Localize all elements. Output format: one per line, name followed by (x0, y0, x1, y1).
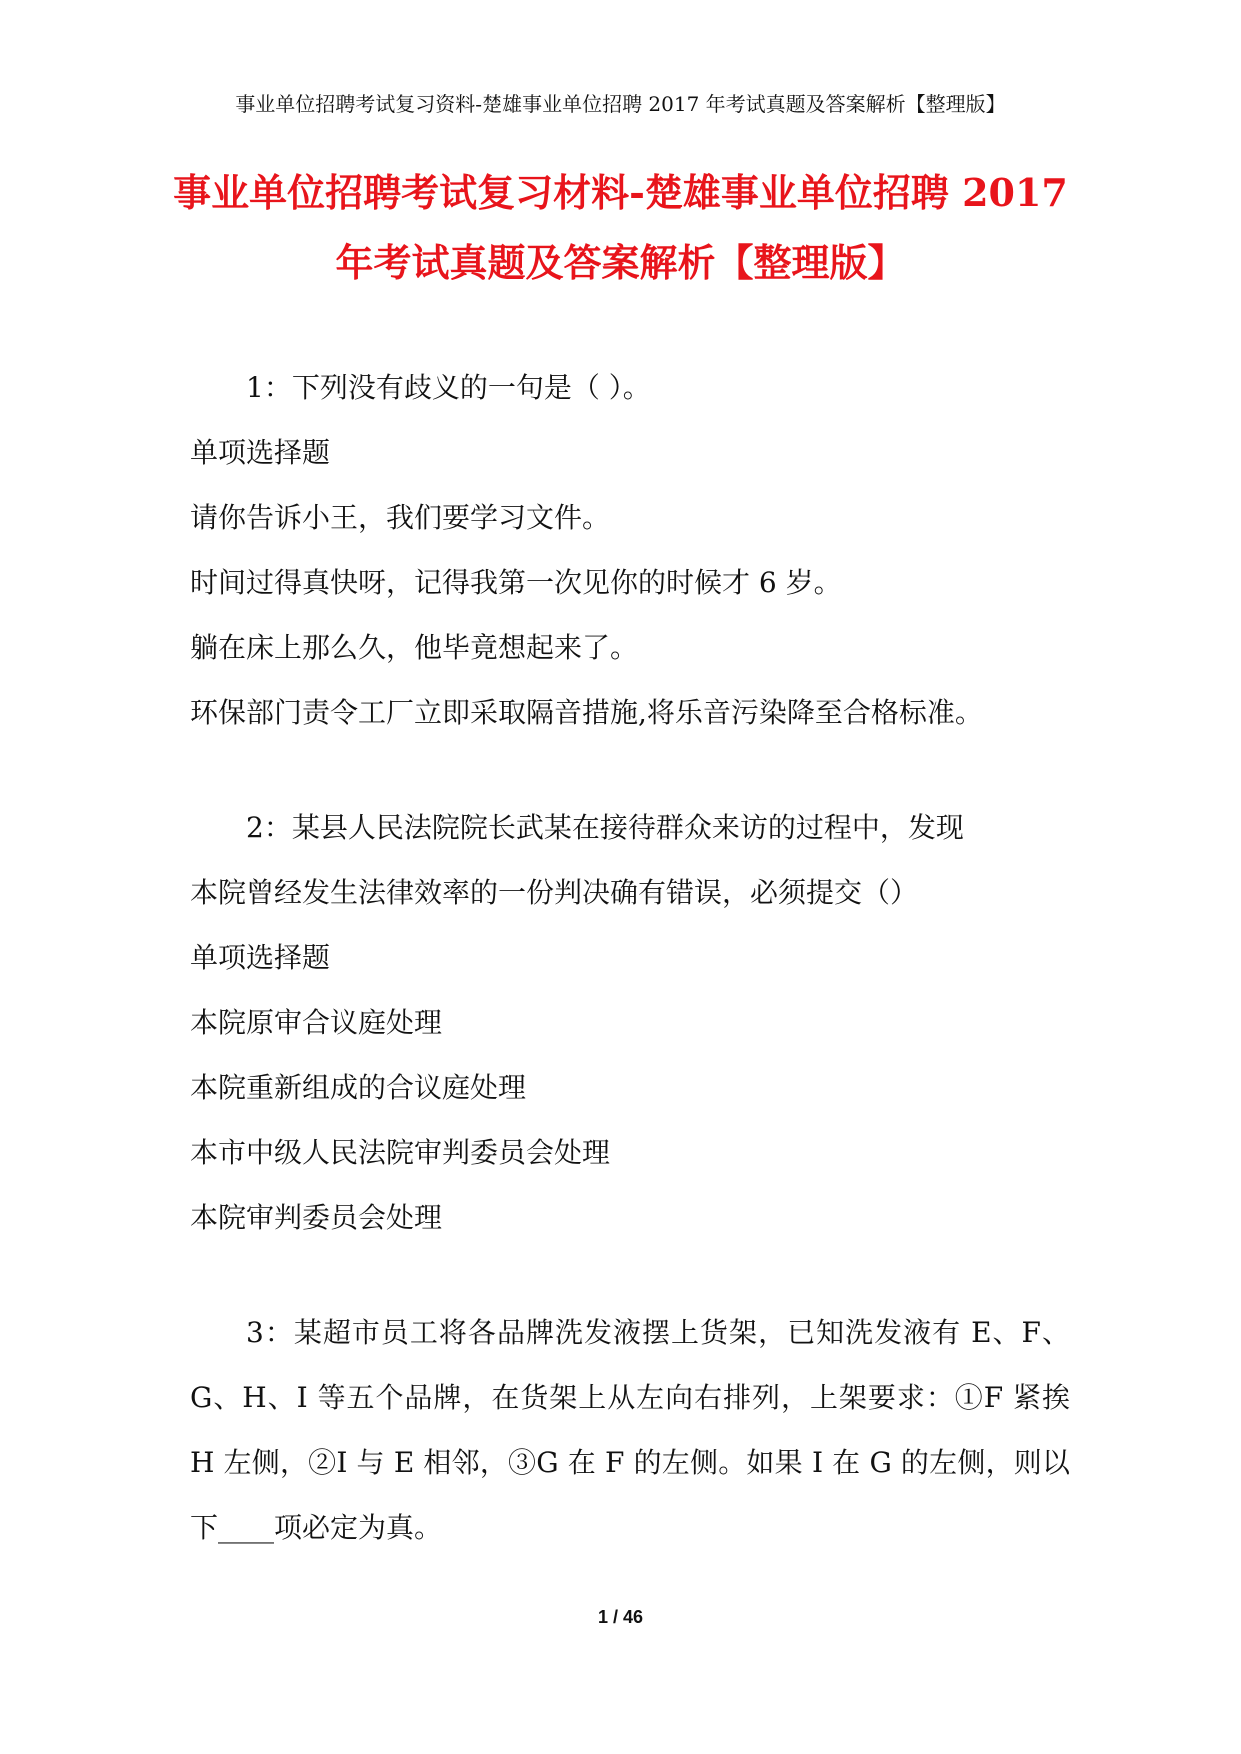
option-item: 本院审判委员会处理 (190, 1201, 443, 1234)
document-title (130, 158, 1111, 298)
page-number: 1 / 46 (597, 1607, 644, 1627)
question-stem: 2：某县人民法院院长武某在接待群众来访的过程中，发现 (246, 811, 964, 844)
question-type: 单项选择题 (190, 941, 331, 974)
question-3 (190, 1300, 1070, 1560)
question-type: 单项选择题 (190, 436, 331, 469)
option-item: 请你告诉小王，我们要学习文件。 (190, 501, 611, 534)
question-1 (190, 355, 1070, 745)
option-item: 环保部门责令工厂立即采取隔音措施,将乐音污染降至合格标准。 (190, 696, 983, 729)
question-stem: 1：下列没有歧义的一句是（ ）。 (246, 371, 651, 404)
document-body (190, 355, 1070, 1610)
document-title-line-2: 年考试真题及答案解析【整理版】 (335, 240, 906, 285)
question-stem-continued: 本院曾经发生法律效率的一份判决确有错误，必须提交（） (190, 876, 919, 909)
option-item: 本院原审合议庭处理 (190, 1006, 443, 1039)
running-header: 事业单位招聘考试复习资料-楚雄事业单位招聘 2017 年考试真题及答案解析【整理版】 (235, 92, 1006, 116)
question-2 (190, 795, 1070, 1250)
document-title-line-1: 事业单位招聘考试复习材料-楚雄事业单位招聘 2017 (173, 170, 1068, 215)
option-item: 本院重新组成的合议庭处理 (190, 1071, 527, 1104)
option-item: 时间过得真快呀，记得我第一次见你的时候才 6 岁。 (190, 566, 842, 599)
option-item: 躺在床上那么久，他毕竟想起来了。 (190, 631, 639, 664)
question-stem: 3：某超市员工将各品牌洗发液摆上货架，已知洗发液有 E、F、G、H、I 等五个品牌，在货架上从左向右排列，上架要求：①F 紧挨 H 左侧，②I 与 E 相邻，③G 在 F 的左侧。如果 I 在 G 的左侧，则以下____项必定为真。 (190, 1316, 1070, 1544)
option-item: 本市中级人民法院审判委员会处理 (190, 1136, 611, 1169)
